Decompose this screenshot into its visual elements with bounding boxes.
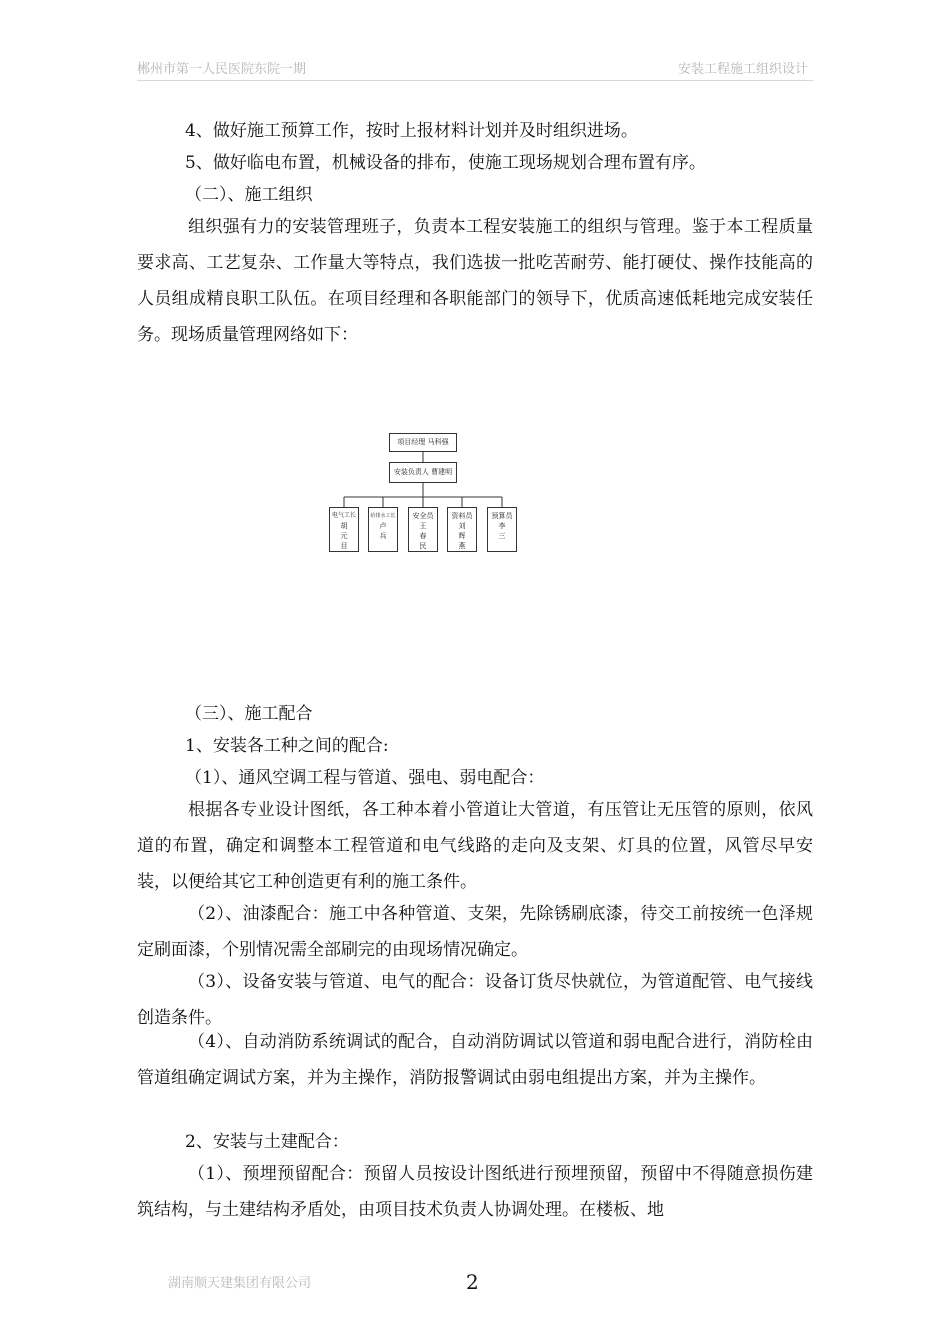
- org-node-project-manager: 项目经理 马科强: [389, 433, 457, 452]
- list-item-4: 4、做好施工预算工作，按时上报材料计划并及时组织进场。: [185, 121, 638, 141]
- org-node-name-char: 卢: [379, 522, 387, 530]
- org-node-role: 电气工长: [331, 512, 356, 519]
- org-node-role: 给排水工长: [370, 513, 396, 519]
- paragraph-embedding-coordination: （1）、预埋预留配合：预留人员按设计图纸进行预埋预留，预留中不得随意损伤建筑结构，与土建结构矛盾处，由项目技术负责人协调处理。在楼板、地: [137, 1164, 813, 1220]
- subheading-civil-coordination: 2、安装与土建配合：: [185, 1132, 349, 1152]
- org-node-role: 安全员: [412, 512, 434, 520]
- header-document-title: 安装工程施工组织设计: [677, 62, 808, 77]
- footer-company-name: 湖南顺天建集团有限公司: [168, 1276, 312, 1291]
- org-node-name-char: 李: [498, 522, 506, 530]
- paragraph-organization: 组织强有力的安装管理班子，负责本工程安装施工的组织与管理。鉴于本工程质量要求高、工艺复杂、工作量大等特点，我们选拔一批吃苦耐劳、能打硬仗、操作技能高的人员组成精良职工队伍。在项目经理和各职能部门的领导下，优质高速低耗地完成安装任务。现场质量管理网络如下：: [137, 217, 813, 345]
- org-node-budget-officer: [487, 507, 517, 552]
- org-node-name-char: 燕: [458, 542, 466, 550]
- org-node-name-char: 兵: [379, 532, 387, 540]
- org-chart: [329, 431, 539, 556]
- paragraph-painting-coordination: （2）、油漆配合：施工中各种管道、支架，先除锈刷底漆，待交工前按统一色泽规定刷面漆，个别情况需全部刷完的由现场情况确定。: [137, 904, 813, 960]
- paragraph-hvac-coordination: 根据各专业设计图纸，各工种本着小管道让大管道，有压管让无压管的原则，依风道的布置，确定和调整本工程管道和电气线路的走向及支架、灯具的位置，风管尽早安装，以便给其它工种创造更有利的施工条件。: [137, 800, 813, 892]
- org-node-documentation-clerk: [447, 507, 477, 552]
- page-number: 2: [466, 1270, 479, 1294]
- list-item-5: 5、做好临电布置，机械设备的排布，使施工现场规划合理布置有序。: [185, 153, 706, 173]
- org-node-installation-lead: 安装负责人 曹建明: [389, 462, 457, 483]
- org-node-name-char: 王: [419, 522, 427, 530]
- org-node-name-char: 刘: [458, 522, 466, 530]
- org-node-name-char: 春: [419, 532, 427, 540]
- paragraph-equipment-coordination: （3）、设备安装与管道、电气的配合：设备订货尽快就位，为管道配管、电气接线创造条件。: [137, 972, 813, 1028]
- header-divider: [137, 80, 813, 81]
- org-node-name-char: 目: [340, 542, 348, 550]
- org-node-role: 预算员: [491, 512, 513, 520]
- header-project-name: 郴州市第一人民医院东院一期: [137, 62, 307, 77]
- org-node-name-char: 民: [419, 542, 427, 550]
- org-node-plumbing-foreman: [368, 507, 398, 552]
- section-heading-coordination: （三）、施工配合: [185, 704, 313, 724]
- org-node-role: 资料员: [451, 512, 473, 520]
- paragraph-fire-system-coordination: （4）、自动消防系统调试的配合，自动消防调试以管道和弱电配合进行，消防栓由管道组确定调试方案，并为主操作，消防报警调试由弱电组提出方案，并为主操作。: [137, 1032, 813, 1088]
- subheading-trade-coordination: 1、安装各工种之间的配合:: [185, 736, 389, 756]
- org-node-name-char: 元: [340, 532, 348, 540]
- org-node-name-char: 胡: [340, 522, 348, 530]
- org-node-name-char: 辉: [458, 532, 466, 540]
- org-node-electrical-foreman: [329, 507, 359, 552]
- section-heading-organization: （二）、施工组织: [185, 185, 313, 205]
- subheading-hvac-coordination: （1）、通风空调工程与管道、强电、弱电配合：: [185, 768, 545, 788]
- org-node-name-char: 三: [498, 532, 506, 540]
- org-node-safety-officer: [408, 507, 438, 552]
